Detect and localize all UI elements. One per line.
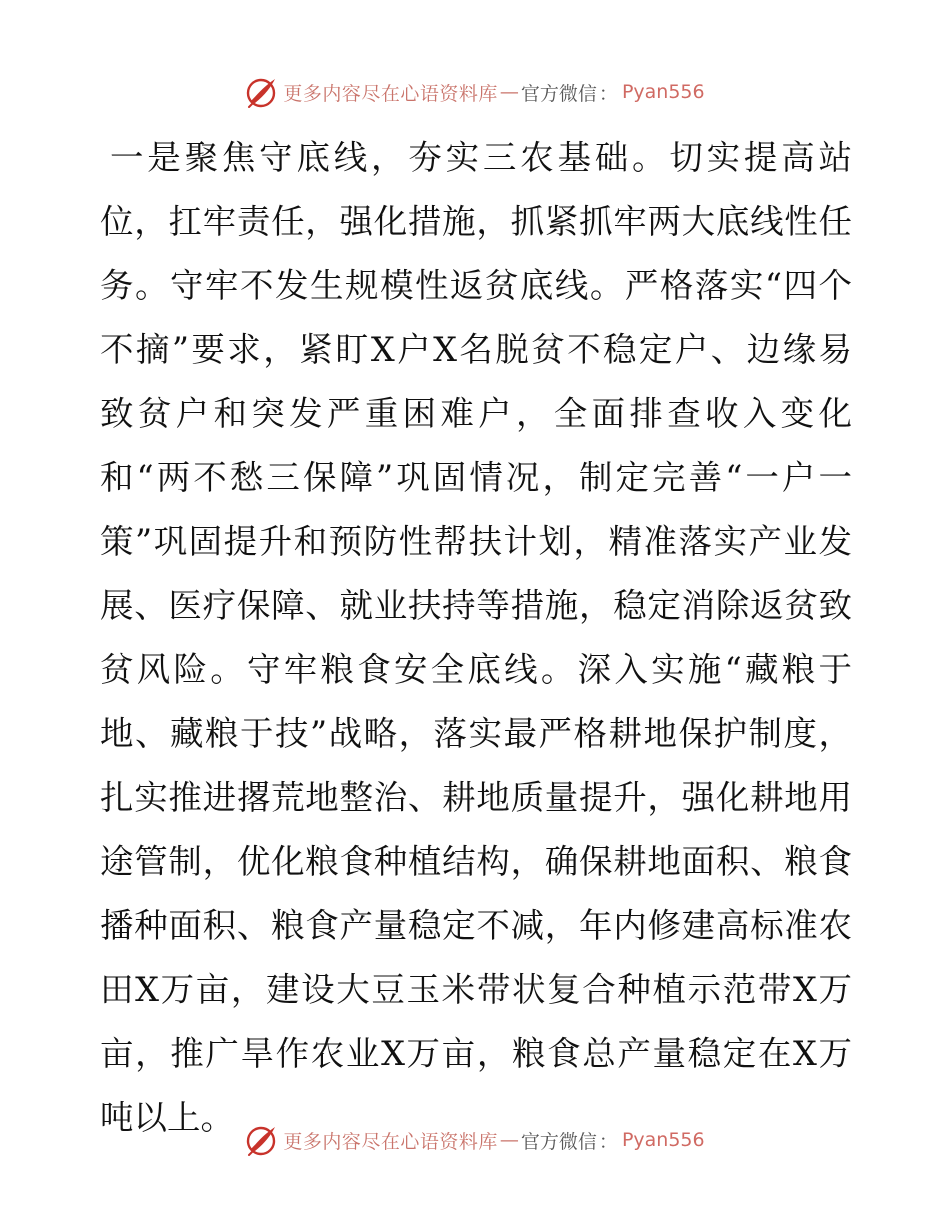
- body-paragraph: [100, 126, 852, 1150]
- text-line: 播种面积、粮食产量稳定不减，年内修建高标准农: [100, 906, 852, 945]
- text-line: 展、医疗保障、就业扶持等措施，稳定消除返贫致: [100, 586, 852, 625]
- text-line: 扎实推进撂荒地整治、耕地质量提升，强化耕地用: [100, 778, 852, 817]
- text-line: 亩，推广旱作农业X万亩，粮食总产量稳定在X万: [100, 1034, 852, 1073]
- text-line: 务。守牢不发生规模性返贫底线。严格落实“四个: [100, 266, 852, 305]
- text-line: 途管制，优化粮食种植结构，确保耕地面积、粮食: [100, 842, 852, 881]
- watermark-dash: —: [499, 1129, 519, 1151]
- quill-logo-icon: [245, 1123, 279, 1157]
- watermark-separator: ：: [598, 82, 618, 105]
- text-line: 位，扛牢责任，强化措施，抓紧抓牢两大底线性任: [100, 202, 852, 241]
- watermark-text: 更多内容尽在心语资料库: [283, 1130, 498, 1153]
- text-line: 田X万亩，建设大豆玉米带状复合种植示范带X万: [100, 970, 852, 1009]
- text-line: 和“两不愁三保障”巩固情况，制定完善“一户一: [100, 458, 852, 497]
- footer-watermark: [0, 1120, 950, 1160]
- text-line: 贫风险。守牢粮食安全底线。深入实施“藏粮于: [100, 650, 852, 689]
- watermark-separator: ：: [598, 1130, 618, 1153]
- text-line: 一是聚焦守底线，夯实三农基础。切实提高站: [110, 138, 852, 177]
- watermark-wechat-id: Pyan556: [621, 1129, 705, 1151]
- watermark-text: 更多内容尽在心语资料库: [283, 82, 498, 105]
- watermark-dash: —: [499, 81, 519, 103]
- text-line: 策”巩固提升和预防性帮扶计划，精准落实产业发: [100, 522, 852, 561]
- text-line: 致贫户和突发严重困难户，全面排查收入变化: [100, 394, 852, 433]
- watermark-label: 官方微信: [520, 1130, 597, 1153]
- header-watermark: [0, 72, 950, 112]
- text-line: 吨以上。: [100, 1098, 234, 1137]
- text-line: 不摘”要求，紧盯X户X名脱贫不稳定户、边缘易: [100, 330, 852, 369]
- watermark-label: 官方微信: [520, 82, 597, 105]
- watermark-wechat-id: Pyan556: [621, 81, 705, 103]
- quill-logo-icon: [245, 75, 279, 109]
- text-line: 地、藏粮于技”战略，落实最严格耕地保护制度，: [100, 714, 852, 753]
